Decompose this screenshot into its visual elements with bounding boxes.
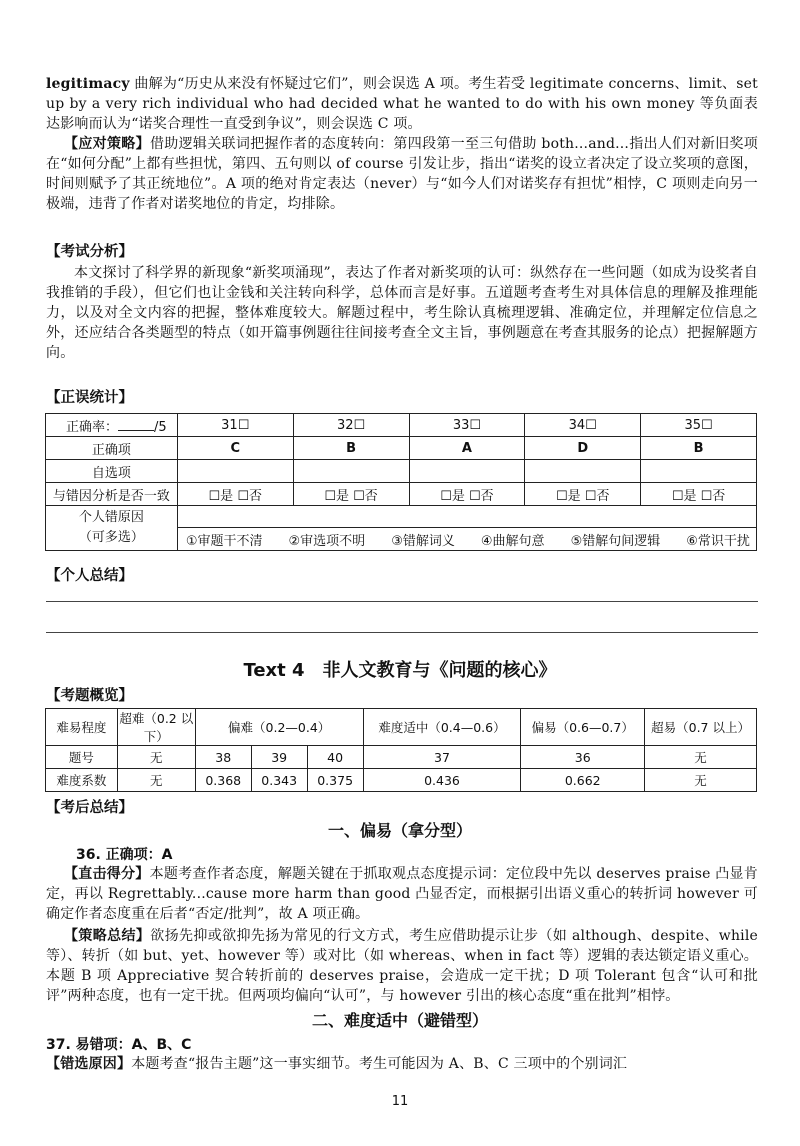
qnum-cell: 36	[521, 746, 645, 769]
coef-row	[46, 769, 757, 792]
qnum-cell: 40	[307, 746, 363, 769]
exam-analysis-heading: 【考试分析】	[46, 244, 133, 260]
coef-label: 难度系数	[46, 769, 118, 792]
yes-no-checkbox[interactable]: ☐是 ☐否	[177, 483, 293, 506]
coef-cell: 0.368	[195, 769, 251, 792]
summary-line[interactable]	[46, 632, 758, 633]
stats-table	[45, 413, 757, 551]
qnum-cell: 39	[251, 746, 307, 769]
question-31[interactable]: 31☐	[177, 414, 293, 437]
self-choice-label: 自选项	[46, 460, 178, 483]
stats-heading: 【正误统计】	[46, 390, 133, 406]
reason-label-line2: （可多选）	[78, 530, 144, 545]
difficulty-label: 难易程度	[46, 709, 118, 746]
strategy-paragraph	[46, 134, 758, 214]
q37-label: 【错选原因】	[46, 1056, 132, 1072]
q36-direct-paragraph	[46, 864, 758, 924]
post-summary-heading: 【考后总结】	[46, 800, 133, 816]
reason-option[interactable]: ⑥常识干扰	[686, 534, 750, 549]
yes-no-checkbox[interactable]: ☐是 ☐否	[525, 483, 641, 506]
level-medium: 难度适中（0.4—0.6）	[363, 709, 521, 746]
part1-heading: 一、偏易（拿分型）	[327, 821, 472, 840]
paragraph-legitimacy	[46, 74, 758, 134]
correct-label: 正确项	[46, 437, 178, 460]
exam-analysis-text: 本文探讨了科学界的新现象“新奖项涌现”，表达了作者对新奖项的认可：纵然存在一些问题（如成为设奖者自我推销的手段），但它们也让金钱和关注转向科学，总体而言是好事。五道题考查考生对具体信息的理解及推理能力，以及对全文内容的把握，整体难度较大。解题过程中，考生除认真梳理逻辑、准确定位，并理解定位信息之外，还应结合各类题型的特点（如开篇事例题往往间接考查全文主旨，事例题意在考查其服务的论点）把握解题方向。	[46, 265, 758, 361]
coef-cell: 0.436	[363, 769, 521, 792]
question-35[interactable]: 35☐	[641, 414, 757, 437]
q36-strategy-text: 欲扬先抑或欲抑先扬为常见的行文方式，考生应借助提示让步（如 although、despite、while 等）、转折（如 but、yet、however 等）或对比（如 whereas、when in fact 等）逻辑的表达锁定语义重心。本题 B 项 Appreciative 契合转折前的 deserves praise，会造成一定干扰；D 项 Tolerant 包含“认可和批评”两种态度，也有一定干扰。但两项均偏向“认可”，与 however 引出的核心态度“重在批判”相悖。	[46, 928, 759, 1004]
q37-heading: 37. 易错项：A、B、C	[46, 1037, 192, 1053]
paragraph-lead: legitimacy	[46, 76, 130, 92]
stats-header-row	[46, 414, 757, 437]
coef-cell: 0.375	[307, 769, 363, 792]
reason-options	[177, 506, 756, 551]
paragraph-text: 曲解为“历史从来没有怀疑过它们”，则会误选 A 项。考生若受 legitimate concerns、limit、set up by a very rich individual who had decided what he wanted to do with his own money 等负面表达影响而认为“诺奖合理性一直受到争议”，则会误选 C 项。	[46, 76, 758, 132]
self-choice-row	[46, 460, 757, 483]
accuracy-label: 正确率：	[66, 419, 119, 435]
self-choice-32[interactable]	[293, 460, 409, 483]
qnum-cell: 38	[195, 746, 251, 769]
strategy-text: 借助逻辑关联词把握作者的态度转向：第四段第一至三句借助 both...and...指出人们对新旧奖项在“如何分配”上都有些担忧，第四、五句则以 of course 引发让步，指出“诺奖的设立者决定了设立奖项的意图，时间则赋予了其正统地位”。A 项的绝对肯定表达（never）与“如今人们对诺奖存有担忧”相悖，C 项则走向另一极端，违背了作者对诺奖地位的肯定，均排除。	[46, 136, 758, 212]
qnum-cell: 无	[645, 746, 757, 769]
coef-cell: 0.343	[251, 769, 307, 792]
summary-line[interactable]	[46, 601, 758, 602]
question-33[interactable]: 33☐	[409, 414, 525, 437]
answer-31: C	[177, 437, 293, 460]
accuracy-suffix: /5	[154, 419, 167, 435]
self-choice-31[interactable]	[177, 460, 293, 483]
consistency-row	[46, 483, 757, 506]
strategy-label: 【应对策略】	[64, 136, 150, 152]
qnum-label: 题号	[46, 746, 118, 769]
q36-strategy-paragraph	[46, 926, 758, 1006]
yes-no-checkbox[interactable]: ☐是 ☐否	[409, 483, 525, 506]
qnum-cell: 无	[117, 746, 195, 769]
level-hard: 偏难（0.2—0.4）	[195, 709, 363, 746]
self-choice-34[interactable]	[525, 460, 641, 483]
reason-option[interactable]: ②审选项不明	[288, 534, 366, 549]
page-number: 11	[391, 1094, 409, 1109]
answer-32: B	[293, 437, 409, 460]
question-32[interactable]: 32☐	[293, 414, 409, 437]
personal-summary-heading: 【个人总结】	[46, 568, 133, 584]
question-34[interactable]: 34☐	[525, 414, 641, 437]
reason-option[interactable]: ④曲解句意	[480, 534, 545, 549]
answer-35: B	[641, 437, 757, 460]
correct-row	[46, 437, 757, 460]
qnum-cell: 37	[363, 746, 521, 769]
coef-cell: 无	[645, 769, 757, 792]
self-choice-33[interactable]	[409, 460, 525, 483]
reason-option[interactable]: ⑤错解句间逻辑	[570, 534, 661, 549]
answer-34: D	[525, 437, 641, 460]
q37-paragraph	[46, 1054, 758, 1074]
difficulty-table	[45, 708, 757, 792]
level-easy: 偏易（0.6—0.7）	[521, 709, 645, 746]
q36-direct-label: 【直击得分】	[64, 866, 150, 882]
q37-text: 本题考查“报告主题”这一事实细节。考生可能因为 A、B、C 三项中的个别词汇	[131, 1056, 628, 1072]
level-very-easy: 超易（0.7 以上）	[645, 709, 757, 746]
level-very-hard: 超难（0.2 以下）	[117, 709, 195, 746]
reason-label	[46, 506, 178, 551]
reason-option[interactable]: ③错解词义	[391, 534, 455, 549]
yes-no-checkbox[interactable]: ☐是 ☐否	[293, 483, 409, 506]
reason-row	[46, 506, 757, 551]
reason-option[interactable]: ①审题干不清	[185, 534, 263, 549]
consistency-label: 与错因分析是否一致	[46, 483, 178, 506]
q36-strategy-label: 【策略总结】	[64, 928, 151, 944]
self-choice-35[interactable]	[641, 460, 757, 483]
text4-heading: Text 4 非人文教育与《问题的核心》	[243, 660, 557, 681]
q36-direct-text: 本题考查作者态度，解题关键在于抓取观点态度提示词：定位段中先以 deserves praise 凸显肯定，再以 Regrettably...cause more harm than good 凸显否定，而根据引出语义重心的转折词 however 可确定作者态度重在后者“否定/批判”，故 A 项正确。	[46, 866, 758, 922]
overview-heading: 【考题概览】	[46, 688, 133, 704]
reason-label-line1: 个人错原因	[78, 510, 144, 525]
accuracy-cell	[46, 414, 178, 437]
q36-heading: 36. 正确项：A	[76, 847, 173, 863]
answer-33: A	[409, 437, 525, 460]
yes-no-checkbox[interactable]: ☐是 ☐否	[641, 483, 757, 506]
part2-heading: 二、难度适中（避错型）	[311, 1011, 488, 1030]
difficulty-row	[46, 709, 757, 746]
coef-cell: 0.662	[521, 769, 645, 792]
coef-cell: 无	[117, 769, 195, 792]
qnum-row	[46, 746, 757, 769]
